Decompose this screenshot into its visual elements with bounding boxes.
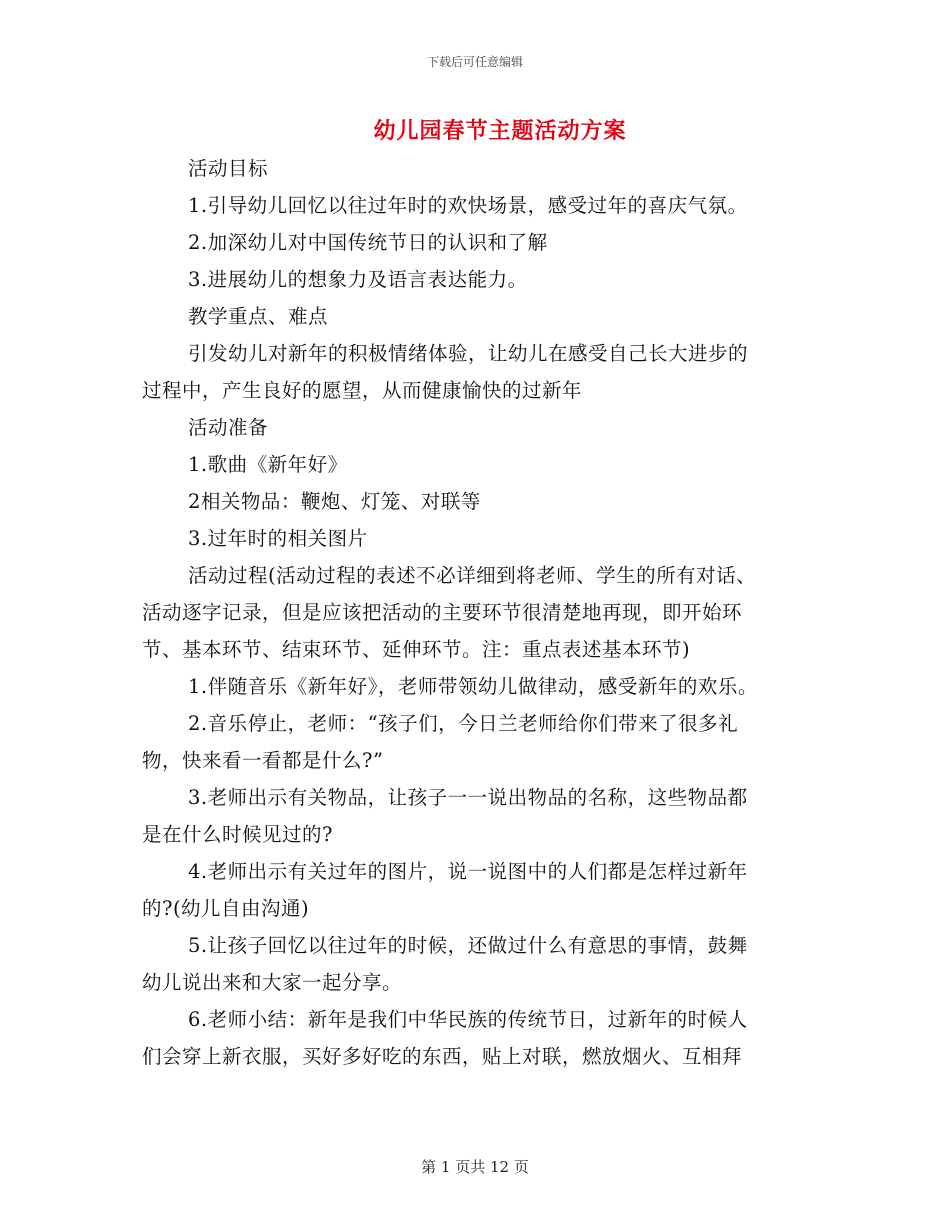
body-line: 2.音乐停止，老师：“孩子们，今日兰老师给你们带来了很多礼 [188, 712, 739, 735]
body-line: 教学重点、难点 [188, 305, 329, 328]
body-line: 的?(幼儿自由沟通) [142, 897, 310, 920]
body-line: 是在什么时候见过的? [142, 823, 333, 846]
body-line: 1.伴随音乐《新年好》，老师带领幼儿做律动，感受新年的欢乐。 [188, 675, 758, 698]
body-line: 节、基本环节、结束环节、延伸环节。注：重点表述基本环节) [142, 638, 691, 661]
body-line: 们会穿上新衣服，买好多好吃的东西，贴上对联，燃放烟火、互相拜 [142, 1045, 743, 1068]
body-line: 1.歌曲《新年好》 [188, 453, 348, 476]
body-line: 活动目标 [188, 157, 269, 180]
document-body [142, 150, 812, 1075]
body-line: 活动准备 [188, 416, 269, 439]
body-line: 过程中，产生良好的愿望，从而健康愉快的过新年 [142, 379, 583, 402]
document-title: 幼儿园春节主题活动方案 [373, 118, 627, 144]
body-line: 活动逐字记录，但是应该把活动的主要环节很清楚地再现，即开始环 [142, 601, 743, 624]
body-line: 2.加深幼儿对中国传统节日的认识和了解 [188, 231, 548, 254]
page-number: 第 1 页共 12 页 [421, 1158, 529, 1176]
header-note: 下载后可任意编辑 [426, 55, 523, 69]
body-line: 4.老师出示有关过年的图片，说一说图中的人们都是怎样过新年 [188, 860, 748, 883]
body-line: 活动过程(活动过程的表述不必详细到将老师、学生的所有对话、 [188, 564, 757, 587]
body-line: 物，快来看一看都是什么?” [142, 749, 384, 772]
body-line: 3.过年时的相关图片 [188, 527, 368, 550]
body-line: 1.引导幼儿回忆以往过年时的欢快场景，感受过年的喜庆气氛。 [188, 194, 748, 217]
body-line: 幼儿说出来和大家一起分享。 [142, 971, 403, 994]
body-line: 引发幼儿对新年的积极情绪体验，让幼儿在感受自己长大进步的 [188, 342, 749, 365]
body-line: 3.老师出示有关物品，让孩子一一说出物品的名称，这些物品都 [188, 786, 748, 809]
body-line: 5.让孩子回忆以往过年的时候，还做过什么有意思的事情，鼓舞 [188, 934, 748, 957]
body-line: 6.老师小结：新年是我们中华民族的传统节日，过新年的时候人 [188, 1008, 748, 1031]
body-line: 3.进展幼儿的想象力及语言表达能力。 [188, 268, 528, 291]
body-line: 2相关物品：鞭炮、灯笼、对联等 [188, 490, 481, 513]
